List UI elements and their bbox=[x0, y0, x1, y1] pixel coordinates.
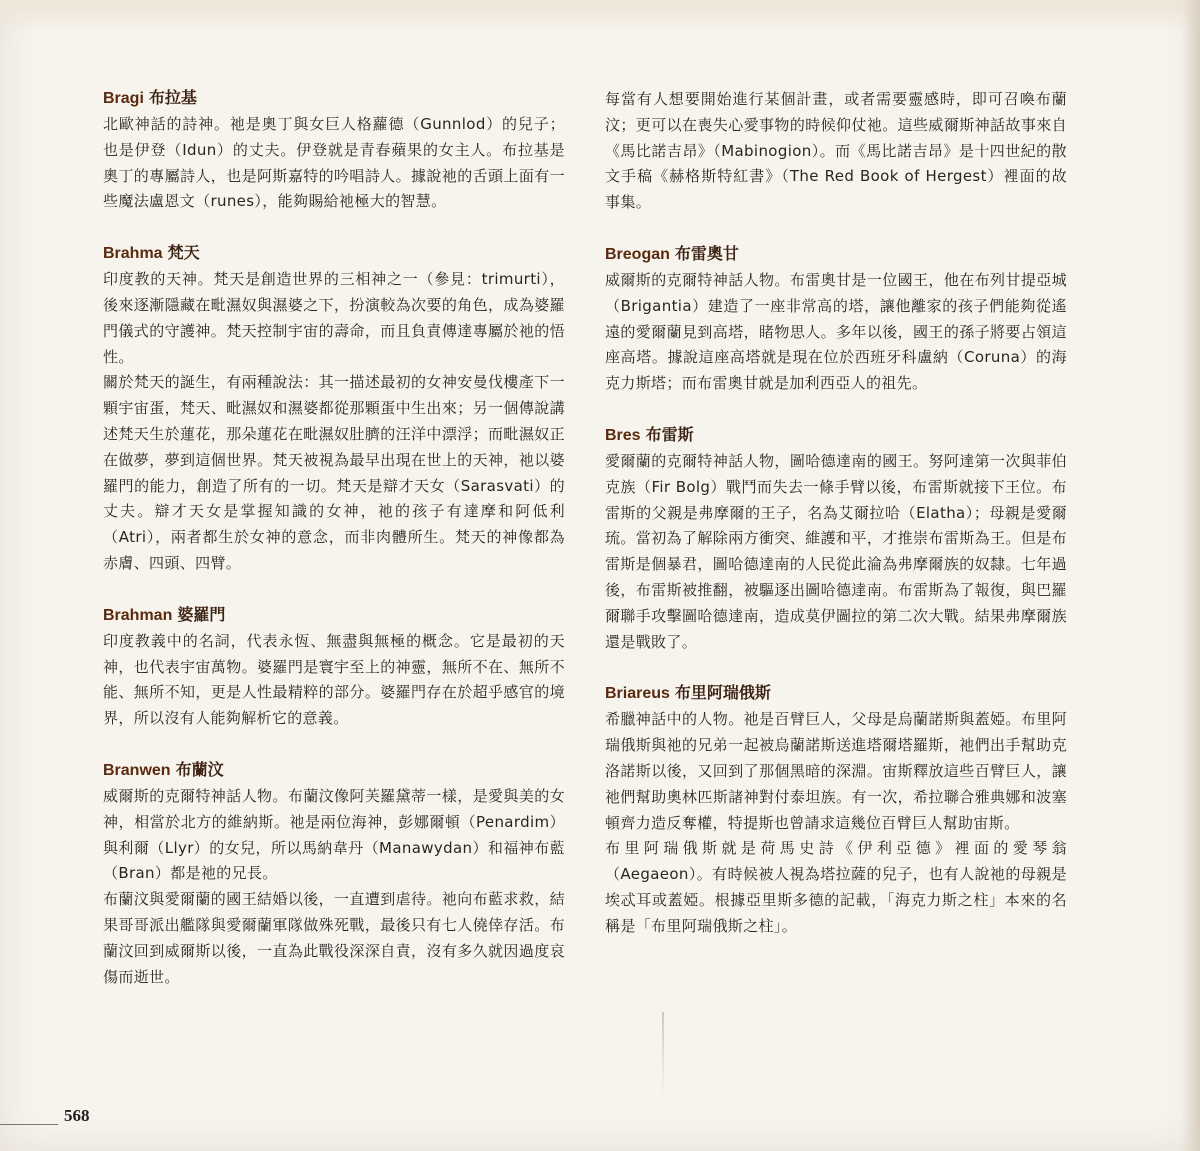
page-right-edge bbox=[1182, 0, 1200, 1151]
footer-rule bbox=[0, 1124, 58, 1125]
entry-paragraph: 關於梵天的誕生，有兩種說法：其一描述最初的女神安曼伐樓產下一顆宇宙蛋，梵天、毗濕奴和濕婆都從那顆蛋中生出來；另一個傳說講述梵天生於蓮花，那朵蓮花在毗濕奴肚臍的汪洋中漂浮；而毗濕奴正在做夢，夢到這個世界。梵天被視為最早出現在世上的天神，祂以婆羅門的能力，創造了所有的一切。梵天是辯才天女（Sarasvati）的丈夫。辯才天女是掌握知識的女神，祂的孩子有達摩和阿低利（Atri），兩者都生於女神的意念，而非肉體所生。梵天的神像都為赤膚、四頭、四臂。 bbox=[103, 373, 565, 572]
entry-brahma bbox=[103, 241, 565, 577]
entry-heading bbox=[103, 241, 565, 267]
entry-heading bbox=[103, 86, 565, 112]
entry-term-chinese: 婆羅門 bbox=[177, 606, 226, 624]
entry-term: Brahman bbox=[103, 606, 173, 624]
entry-paragraph: 北歐神話的詩神。祂是奧丁與女巨人格蘿德（Gunnlod）的兒子；也是伊登（Idun）的丈夫。伊登就是青春蘋果的女主人。布拉基是奧丁的專屬詩人，也是阿斯嘉特的吟唱詩人。據說祂的舌頭上面有一些魔法盧恩文（runes），能夠賜給祂極大的智慧。 bbox=[103, 115, 565, 211]
entry-term-chinese: 梵天 bbox=[167, 245, 200, 263]
entry-term-chinese: 布蘭汶 bbox=[175, 761, 224, 779]
page-crease bbox=[662, 1012, 664, 1097]
entry-heading bbox=[103, 603, 565, 629]
entry-bragi bbox=[103, 86, 565, 215]
entry-paragraph: 希臘神話中的人物。祂是百臂巨人，父母是烏蘭諾斯與蓋婭。布里阿瑞俄斯與祂的兄弟一起被烏蘭諾斯送進塔爾塔羅斯，祂們出手幫助克洛諾斯以後，又回到了那個黑暗的深淵。宙斯釋放這些百臂巨人，讓祂們幫助奧林匹斯諸神對付泰坦族。有一次，希拉聯合雅典娜和波塞頓齊力造反奪權，特提斯也曾請求這幾位百臂巨人幫助宙斯。 bbox=[605, 710, 1067, 832]
entry-heading bbox=[103, 758, 565, 784]
page-number: 568 bbox=[64, 1106, 90, 1125]
entry-term-chinese: 布雷奧甘 bbox=[674, 245, 739, 263]
entry-term: Bragi bbox=[103, 90, 144, 107]
entry-paragraph: 愛爾蘭的克爾特神話人物，圖哈德達南的國王。努阿達第一次與菲伯克族（Fir Bolg）戰鬥而失去一條手臂以後，布雷斯就接下王位。布雷斯的父親是弗摩爾的王子，名為艾爾拉哈（Elatha）；母親是愛爾琉。當初為了解除兩方衝突、維護和平，才推崇布雷斯為王。但是布雷斯是個暴君，圖哈德達南的人民從此淪為弗摩爾族的奴隸。七年過後，布雷斯被推翻，被驅逐出圖哈德達南。布雷斯為了報復，與巴羅爾聯手攻擊圖哈德達南，造成莫伊圖拉的第二次大戰。結果弗摩爾族還是戰敗了。 bbox=[605, 451, 1067, 651]
entry-term-chinese: 布里阿瑞俄斯 bbox=[674, 685, 771, 703]
entry-breogan bbox=[605, 242, 1067, 397]
entry-term: Briareus bbox=[605, 685, 670, 703]
entry-branwen-continued bbox=[605, 87, 1067, 216]
right-column bbox=[605, 87, 1067, 966]
entry-paragraph: 每當有人想要開始進行某個計畫，或者需要靈感時，即可召喚布蘭汶；更可以在喪失心愛事物的時候仰仗祂。這些威爾斯神話故事來自《馬比諾吉昂》（Mabinogion）。而《馬比諾吉昂》是十四世紀的散文手稿《赫格斯特紅書》（The Red Book of Hergest）裡面的故事集。 bbox=[605, 90, 1067, 212]
entry-term: Bres bbox=[605, 426, 641, 444]
entry-paragraph: 印度教的天神。梵天是創造世界的三相神之一（參見：trimurti），後來逐漸隱藏在毗濕奴與濕婆之下，扮演較為次要的角色，成為婆羅門儀式的守護神。梵天控制宇宙的壽命，而且負責傳達專屬於祂的悟性。 bbox=[103, 270, 565, 366]
entry-term-chinese: 布拉基 bbox=[148, 90, 197, 107]
entry-paragraph: 布蘭汶與愛爾蘭的國王結婚以後，一直遭到虐待。祂向布藍求救，結果哥哥派出艦隊與愛爾蘭軍隊做殊死戰，最後只有七人僥倖存活。布蘭汶回到威爾斯以後，一直為此戰役深深自責，沒有多久就因過度哀傷而逝世。 bbox=[103, 890, 565, 986]
entry-paragraph: 威爾斯的克爾特神話人物。布雷奧甘是一位國王，他在布列甘提亞城（Brigantia）建造了一座非常高的塔，讓他離家的孩子們能夠從遙遠的愛爾蘭見到高塔，睹物思人。多年以後，國王的孫子將要占領這座高塔。據說這座高塔就是現在位於西班牙科盧納（Coruna）的海克力斯塔；而布雷奧甘就是加利西亞人的祖先。 bbox=[605, 270, 1067, 393]
entry-heading bbox=[605, 423, 1067, 449]
entry-term: Brahma bbox=[103, 245, 163, 263]
entry-heading bbox=[605, 242, 1067, 268]
entry-bres bbox=[605, 423, 1067, 655]
left-column bbox=[103, 86, 565, 1016]
entry-term: Breogan bbox=[605, 245, 670, 263]
entry-paragraph: 布里阿瑞俄斯就是荷馬史詩《伊利亞德》裡面的愛琴翁（Aegaeon）。有時候被人視為塔拉薩的兒子，也有人說祂的母親是埃忒耳或蓋婭。根據亞里斯多德的記載，「海克力斯之柱」本來的名稱是「布里阿瑞俄斯之柱」。 bbox=[605, 839, 1067, 935]
entry-briareus bbox=[605, 681, 1067, 939]
entry-term: Branwen bbox=[103, 761, 171, 779]
entry-branwen bbox=[103, 758, 565, 990]
entry-paragraph: 威爾斯的克爾特神話人物。布蘭汶像阿芙羅黛蒂一樣，是愛與美的女神，相當於北方的維納斯。祂是兩位海神，彭娜爾頓（Penardim）與利爾（Llyr）的女兒，所以馬納韋丹（Manawydan）和福神布藍（Bran）都是祂的兄長。 bbox=[103, 786, 565, 883]
page-top-edge bbox=[0, 0, 1200, 30]
entry-paragraph: 印度教義中的名詞，代表永恆、無盡與無極的概念。它是最初的天神，也代表宇宙萬物。婆羅門是寰宇至上的神靈，無所不在、無所不能、無所不知，更是人性最精粹的部分。婆羅門存在於超乎感官的境界，所以沒有人能夠解析它的意義。 bbox=[103, 631, 565, 728]
entry-heading bbox=[605, 681, 1067, 707]
entry-term-chinese: 布雷斯 bbox=[645, 426, 694, 444]
entry-brahman bbox=[103, 603, 565, 732]
